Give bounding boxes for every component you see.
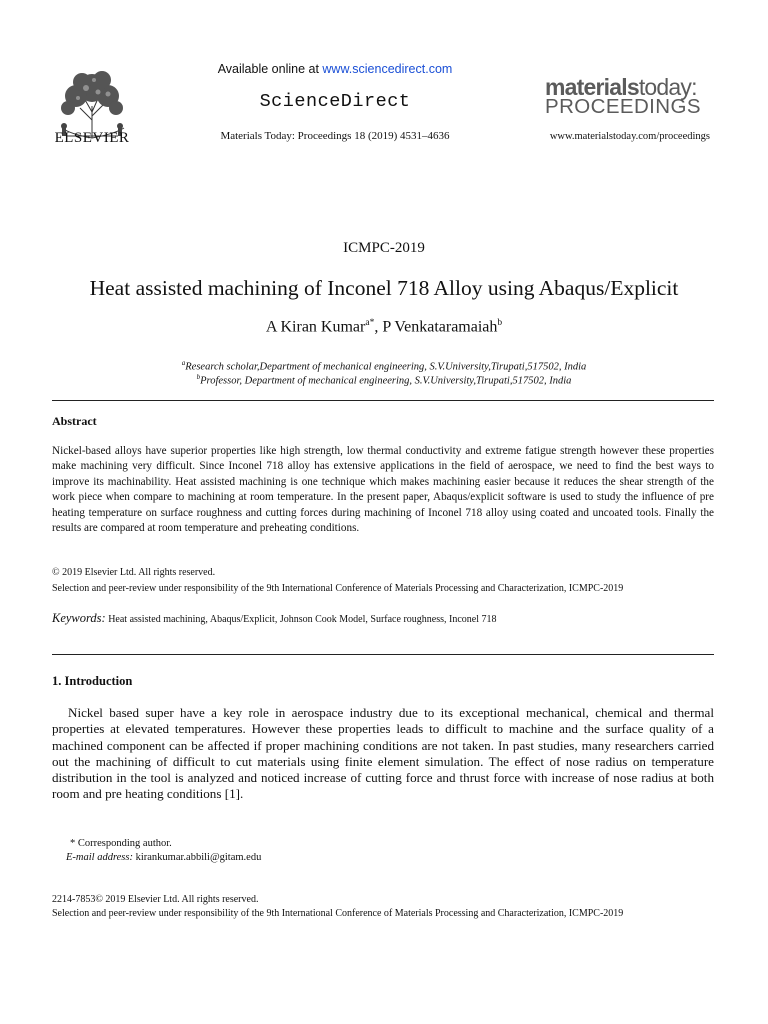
affiliation-1-text: Research scholar,Department of mechanical engineering, S.V.University,Tirupati,517502, India <box>185 361 587 373</box>
abstract-selection-note: Selection and peer-review under responsibility of the 9th International Conference of Materials Processing and Characterization, ICMPC-2019 <box>52 583 624 594</box>
affiliation-1 <box>0 359 768 373</box>
paper-title: Heat assisted machining of Inconel 718 Alloy using Abaqus/Explicit <box>89 276 679 300</box>
elsevier-wordmark: ELSEVIER <box>54 130 130 146</box>
author-2-sup: b <box>497 318 503 328</box>
proceedings-url[interactable]: www.materialstoday.com/proceedings <box>549 131 710 142</box>
email-label: E-mail address: <box>66 852 133 863</box>
authors <box>0 318 768 336</box>
divider-bottom <box>52 654 714 655</box>
divider-top <box>52 400 714 401</box>
abstract-heading: Abstract <box>52 414 97 428</box>
keywords-text: Heat assisted machining, Abaqus/Explicit, Johnson Cook Model, Surface roughness, Inconel 718 <box>108 614 497 625</box>
available-online-line <box>160 62 510 76</box>
affiliation-2 <box>0 373 768 387</box>
author-1-sup: a* <box>365 318 375 328</box>
email-line <box>66 852 261 863</box>
journal-citation: Materials Today: Proceedings 18 (2019) 4531–4636 <box>220 130 450 142</box>
sciencedirect-link[interactable]: www.sciencedirect.com <box>322 62 453 76</box>
available-prefix: Available online at <box>217 62 323 76</box>
affiliation-2-text: Professor, Department of mechanical engineering, S.V.University,Tirupati,517502, India <box>200 375 572 387</box>
footer-selection-note: Selection and peer-review under responsibility of the 9th International Conference of Materials Processing and Characterization, ICMPC-2019 <box>52 908 624 919</box>
introduction-heading: 1. Introduction <box>52 674 133 688</box>
mt-logo-proceedings: PROCEEDINGS <box>545 95 701 118</box>
email-address[interactable]: kirankumar.abbili@gitam.edu <box>135 852 262 863</box>
keywords-label: Keywords: <box>52 611 106 625</box>
sciencedirect-wordmark: ScienceDirect <box>259 91 411 112</box>
mt-logo-bold: materials <box>545 74 639 100</box>
mt-logo-light: today: <box>638 74 697 100</box>
author-1: A Kiran Kumar <box>265 318 366 336</box>
conference-name: ICMPC-2019 <box>343 240 425 256</box>
introduction-text: Nickel based super have a key role in aerospace industry due to its exceptional mechanical, chemical and thermal properties at elevated temperatures. However these properties leads to difficult to machine and the surface quality of a machined component can be affected if proper machining conditions are not taken. In past studies, many researchers carried out the machining of difficult to cut materials using finite element simulation. The effect of nose radius on temperature distribution in the tool is analyzed and noticed increase of cutting force and thrust force with increase of nose radius at both room and pre heating conditions [1]. <box>52 705 714 802</box>
keywords-line <box>52 611 496 626</box>
author-separator: , P Venkataramaiah <box>374 318 498 336</box>
corresponding-author-note: * Corresponding author. <box>70 838 172 849</box>
issn-copyright-line: 2214-7853© 2019 Elsevier Ltd. All rights reserved. <box>52 894 259 905</box>
abstract-copyright: © 2019 Elsevier Ltd. All rights reserved. <box>52 567 216 578</box>
affiliation-2-sup: b <box>196 373 201 381</box>
abstract-text: Nickel-based alloys have superior properties like high strength, low thermal conductivity and extreme fatigue strength however these properties make machining very difficult. Since Inconel 718 alloy has extensive applications in the field of aerospace, we need to find the best ways to improve its machinability. Heat assisted machining is one technique which makes machining easier because it reduces the shear strength of the work piece when compare to machining at room temperature. In the present paper, Abaqus/explicit software is used to study the influence of pre heating temperature on surface roughness and cutting forces during machining of Inconel 718 alloy using coated and uncoated tools. Finally the results are compared at room temperature and preheating conditions. <box>52 445 714 535</box>
materials-today-logo <box>545 76 715 118</box>
affiliation-1-sup: a <box>181 359 186 367</box>
